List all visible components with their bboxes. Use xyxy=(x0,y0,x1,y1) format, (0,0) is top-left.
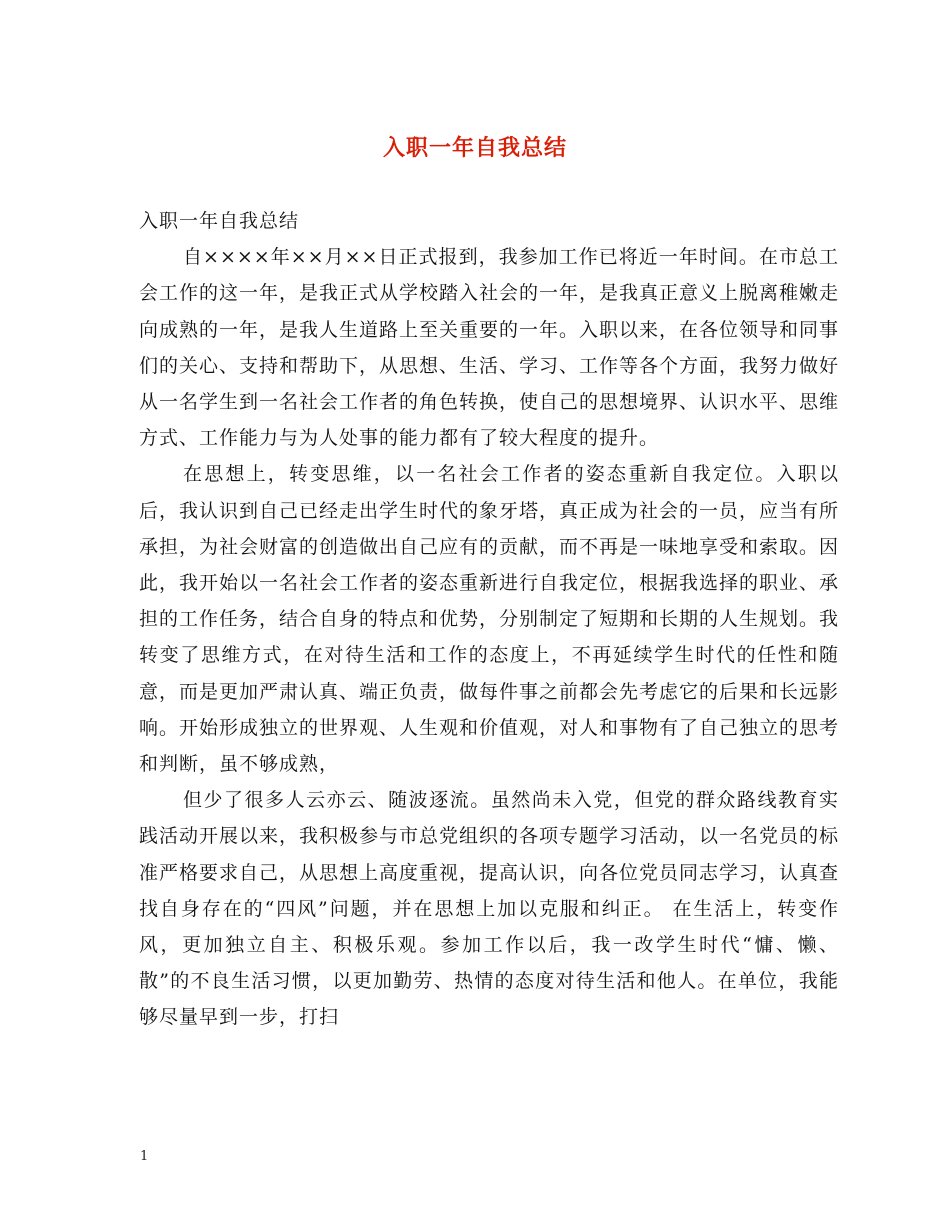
page-number: 1 xyxy=(140,1149,149,1164)
document-subtitle: 入职一年自我总结 xyxy=(139,210,300,232)
document-title: 入职一年自我总结 xyxy=(382,135,567,161)
paragraph-thinking: 在思想上，转变思维，以一名社会工作者的姿态重新自我定位。入职以后，我认识到自己已经走出学生时代的象牙塔，真正成为社会的一员，应当有所承担，为社会财富的创造做出自己应有的贡献，而不再是一味地享受和索取。因此，我开始以一名社会工作者的姿态重新进行自我定位，根据我选择的职业、承担的工作任务，结合自身的特点和优势，分别制定了短期和长期的人生规划。我转变了思维方式，在对待生活和工作的态度上，不再延续学生时代的任性和随意，而是更加严肃认真、端正负责，做每件事之前都会先考虑它的后果和长远影响。开始形成独立的世界观、人生观和价值观，对人和事物有了自己独立的思考和判断，虽不够成熟， xyxy=(139,463,840,776)
paragraph-party-and-life: 但少了很多人云亦云、随波逐流。虽然尚未入党，但党的群众路线教育实践活动开展以来，我积极参与市总党组织的各项专题学习活动，以一名党员的标准严格要求自己，从思想上高度重视，提高认识，向各位党员同志学习，认真查找自身存在的“四风”问题，并在思想上加以克服和纠正。 在生活上，转变作风，更加独立自主、积极乐观。参加工作以后，我一改学生时代“慵、懒、散”的不良生活习惯，以更加勤劳、热情的态度对待生活和他人。在单位，我能够尽量早到一步，打扫 xyxy=(139,789,840,1029)
document-body xyxy=(139,203,839,1036)
paragraph-intro: 自××××年××月××日正式报到，我参加工作已将近一年时间。在市总工会工作的这一年，是我正式从学校踏入社会的一年，是我真正意义上脱离稚嫩走向成熟的一年，是我人生道路上至关重要的一年。入职以来，在各位领导和同事们的关心、支持和帮助下，从思想、生活、学习、工作等各个方面，我努力做好从一名学生到一名社会工作者的角色转换，使自己的思想境界、认识水平、思维方式、工作能力与为人处事的能力都有了较大程度的提升。 xyxy=(139,246,840,450)
